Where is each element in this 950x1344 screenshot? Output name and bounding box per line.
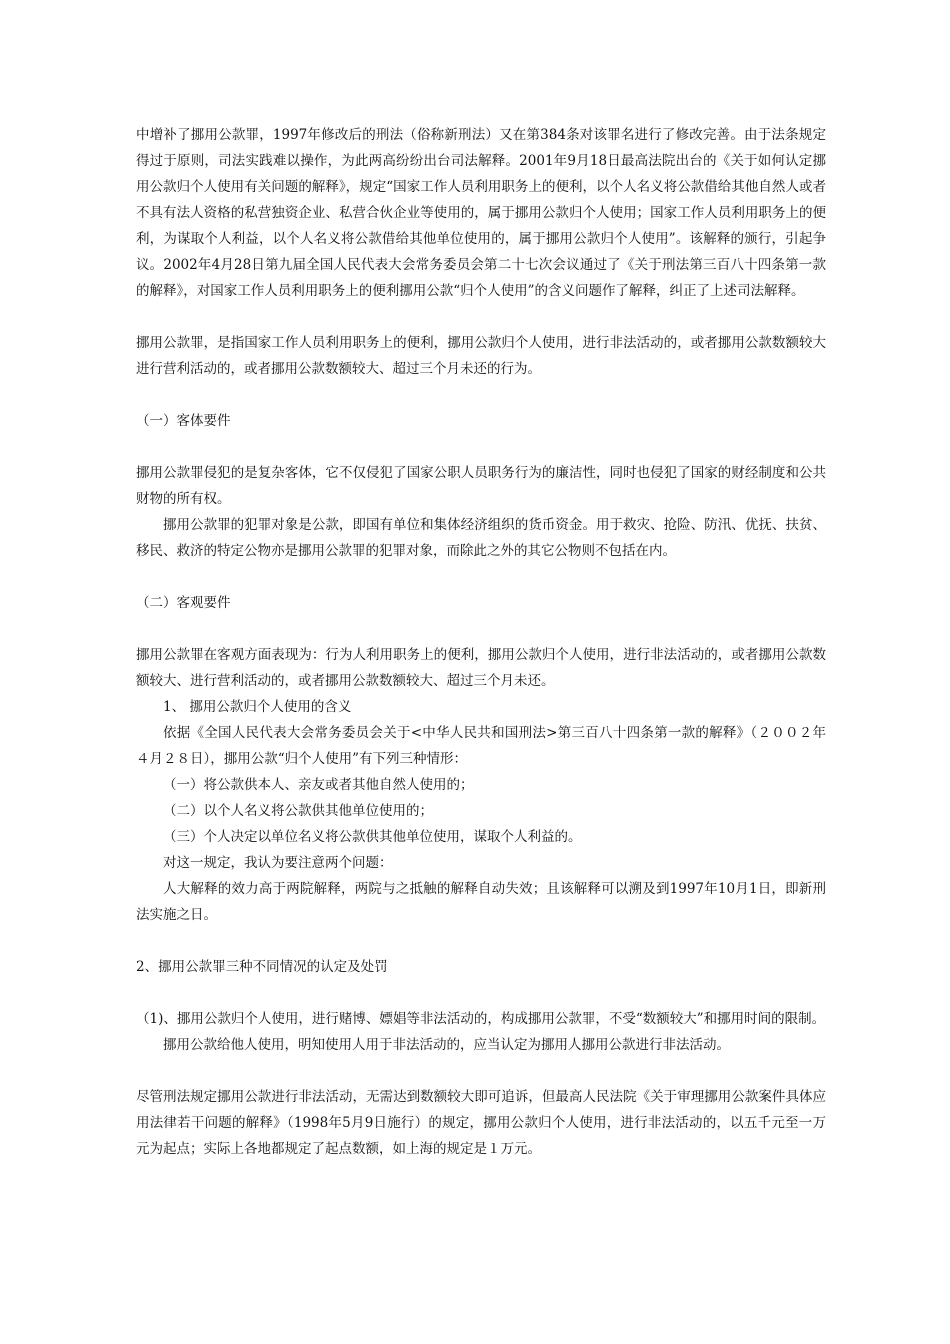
heading-objective-element: （二）客观要件 xyxy=(136,595,231,611)
paragraph-objective-element: 挪用公款罪在客观方面表现为：行为人利用职务上的便利，挪用公款归个人使用，进行非法活动的，或者挪用公款数额较大、进行营利活动的，或者挪用公款数额较大、超过三个月未还。 xyxy=(136,647,826,689)
paragraph-illegal-activity: （1)、挪用公款归个人使用，进行赌博、嫖娼等非法活动的，构成挪用公款罪，不受“数额较大”和挪用时间的限制。 xyxy=(136,1011,826,1027)
paragraph-others-use: 挪用公款给他人使用，明知使用人用于非法活动的，应当认定为挪用人挪用公款进行非法活动。 xyxy=(163,1037,730,1053)
heading-three-situations: 2、挪用公款罪三种不同情况的认定及处罚 xyxy=(136,959,388,975)
list-item-case-3: （三）个人决定以单位名义将公款供其他单位使用，谋取个人利益的。 xyxy=(163,829,582,845)
paragraph-two-issues: 对这一规定，我认为要注意两个问题： xyxy=(163,855,393,871)
list-item-case-2: （二）以个人名义将公款供其他单位使用的； xyxy=(163,803,433,819)
paragraph-intro: 中增补了挪用公款罪，1997年修改后的刑法（俗称新刑法）又在第384条对该罪名进行了修改完善。由于法条规定得过于原则，司法实践难以操作，为此两高纷纷出台司法解释。2001年9月18日最高法院出台的《关于如何认定挪用公款归个人使用有关问题的解释》，规定“国家工作人员利用职务上的便利，以个人名义将公款借给其他自然人或者不具有法人资格的私营独资企业、私营合伙企业等使用的，属于挪用公款归个人使用；国家工作人员利用职务上的便利，为谋取个人利益，以个人名义将公款借给其他单位使用的，属于挪用公款归个人使用”。该解释的颁行，引起争议。2002年4月28日第九届全国人民代表大会常务委员会第二十七次会议通过了《关于刑法第三百八十四条第一款的解释》，对国家工作人员利用职务上的便利挪用公款“归个人使用”的含义问题作了解释，纠正了上述司法解释。 xyxy=(136,127,826,299)
paragraph-object-element: 挪用公款罪侵犯的是复杂客体，它不仅侵犯了国家公职人员职务行为的廉洁性，同时也侵犯了国家的财经制度和公共财物的所有权。 xyxy=(136,465,826,507)
heading-object-element: （一）客体要件 xyxy=(136,413,231,429)
subheading-personal-use: 1、 挪用公款归个人使用的含义 xyxy=(163,699,352,715)
list-item-case-1: （一）将公款供本人、亲友或者其他自然人使用的； xyxy=(163,777,474,793)
paragraph-npc-interpretation: 依据《全国人民代表大会常务委员会关于<中华人民共和国刑法>第三百八十四条第一款的解释》（２００２年４月２８日），挪用公款“归个人使用”有下列三种情形： xyxy=(136,725,826,767)
paragraph-threshold: 尽管刑法规定挪用公款进行非法活动，无需达到数额较大即可追诉，但最高人民法院《关于审理挪用公款案件具体应用法律若干问题的解释》（1998年5月9日施行）的规定，挪用公款归个人使用，进行非法活动的，以五千元至一万元为起点；实际上各地都规定了起点数额，如上海的规定是１万元。 xyxy=(136,1089,826,1157)
paragraph-effectiveness: 人大解释的效力高于两院解释，两院与之抵触的解释自动失效；且该解释可以溯及到1997年10月1日，即新刑法实施之日。 xyxy=(136,881,826,923)
document-body xyxy=(136,122,826,1162)
paragraph-definition: 挪用公款罪，是指国家工作人员利用职务上的便利，挪用公款归个人使用，进行非法活动的，或者挪用公款数额较大进行营利活动的，或者挪用公款数额较大、超过三个月未还的行为。 xyxy=(136,335,826,377)
paragraph-crime-object: 挪用公款罪的犯罪对象是公款，即国有单位和集体经济组织的货币资金。用于救灾、抢险、防汛、优抚、扶贫、移民、救济的特定公物亦是挪用公款罪的犯罪对象，而除此之外的其它公物则不包括在内。 xyxy=(136,517,826,559)
